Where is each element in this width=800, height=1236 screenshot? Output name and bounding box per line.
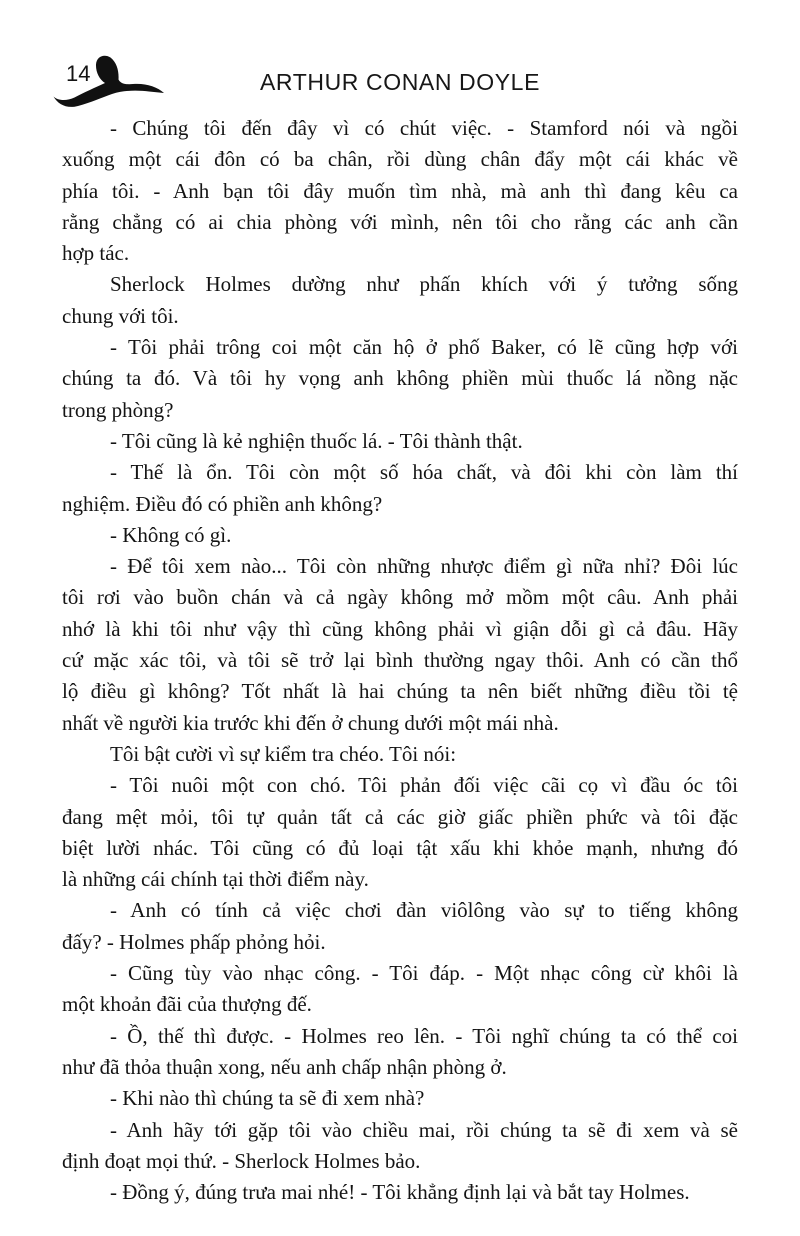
text-line: - Thế là ổn. Tôi còn một số hóa chất, và đôi khi còn làm thí xyxy=(110,460,738,485)
paragraph xyxy=(62,332,738,426)
text-line: - Cũng tùy vào nhạc công. - Tôi đáp. - Một nhạc công cừ khôi là xyxy=(110,961,738,986)
text-line: lộ điều gì không? Tốt nhất là hai chúng ta nên biết những điều tồi tệ xyxy=(62,679,738,704)
paragraph xyxy=(62,551,738,739)
paragraph xyxy=(62,457,738,520)
paragraph xyxy=(62,1083,738,1114)
text-line: - Tôi nuôi một con chó. Tôi phản đối việc cãi cọ vì đầu óc tôi xyxy=(110,773,738,798)
text-line: - Không có gì. xyxy=(110,522,232,547)
text-line: chúng ta đó. Và tôi hy vọng anh không phiền mùi thuốc lá nồng nặc xyxy=(62,366,738,391)
text-line: rằng chẳng có ai chia phòng với mình, nên tôi cho rằng các anh cần xyxy=(62,209,738,234)
page-body xyxy=(62,113,738,1208)
text-line: tôi rơi vào buồn chán và cả ngày không mở mồm một câu. Anh phải xyxy=(62,585,738,610)
text-line: - Tôi phải trông coi một căn hộ ở phố Baker, có lẽ cũng hợp với xyxy=(110,335,738,360)
text-line: xuống một cái đôn có ba chân, rồi dùng chân đẩy một cái khác về xyxy=(62,147,738,172)
text-line: - Khi nào thì chúng ta sẽ đi xem nhà? xyxy=(110,1086,425,1111)
text-line: phía tôi. - Anh bạn tôi đây muốn tìm nhà, mà anh thì đang kêu ca xyxy=(62,178,738,203)
paragraph xyxy=(62,426,738,457)
paragraph xyxy=(62,895,738,958)
text-line: nhất về người kia trước khi đến ở chung dưới một mái nhà. xyxy=(62,710,559,735)
text-line: - Để tôi xem nào... Tôi còn những nhược điểm gì nữa nhỉ? Đôi lúc xyxy=(110,554,738,579)
paragraph xyxy=(62,1177,738,1208)
text-line: nghiệm. Điều đó có phiền anh không? xyxy=(62,491,383,516)
page-number: 14 xyxy=(66,61,91,86)
running-header-title: ARTHUR CONAN DOYLE xyxy=(259,69,541,95)
paragraph xyxy=(62,958,738,1021)
text-line: - Anh hãy tới gặp tôi vào chiều mai, rồi chúng ta sẽ đi xem và sẽ xyxy=(110,1117,738,1142)
text-line: Tôi bật cười vì sự kiểm tra chéo. Tôi nói: xyxy=(110,741,457,766)
text-line: - Chúng tôi đến đây vì có chút việc. - Stamford nói và ngồi xyxy=(110,116,738,140)
text-line: chung với tôi. xyxy=(62,303,179,328)
paragraph xyxy=(62,113,738,269)
text-line: hợp tác. xyxy=(62,241,130,266)
text-line: đang mệt mỏi, tôi tự quản tất cả các giờ giấc phiền phức và tôi đặc xyxy=(62,804,738,829)
text-line: - Ồ, thế thì được. - Holmes reo lên. - Tôi nghĩ chúng ta có thể coi xyxy=(110,1023,738,1048)
text-line: là những cái chính tại thời điểm này. xyxy=(62,867,369,892)
text-line: nhớ là khi tôi như vậy thì cũng không phải vì giận dỗi gì cả đâu. Hãy xyxy=(62,616,738,641)
text-line: - Anh có tính cả việc chơi đàn viôlông vào sự to tiếng không xyxy=(110,898,738,923)
text-line: đấy? - Holmes phấp phỏng hỏi. xyxy=(62,929,326,954)
paragraph xyxy=(62,269,738,332)
paragraph xyxy=(62,1115,738,1178)
text-line: trong phòng? xyxy=(62,397,174,422)
text-line: cứ mặc xác tôi, và tôi sẽ trở lại bình thường ngay thôi. Anh có cần thổ xyxy=(62,648,738,673)
text-line: định đoạt mọi thứ. - Sherlock Holmes bảo. xyxy=(62,1148,421,1173)
paragraph xyxy=(62,739,738,770)
text-line: - Tôi cũng là kẻ nghiện thuốc lá. - Tôi thành thật. xyxy=(110,428,523,453)
paragraph xyxy=(62,520,738,551)
paragraph xyxy=(62,770,738,895)
text-line: - Đồng ý, đúng trưa mai nhé! - Tôi khẳng định lại và bắt tay Holmes. xyxy=(110,1180,690,1205)
text-line: Sherlock Holmes dường như phấn khích với ý tưởng sống xyxy=(110,272,738,297)
text-line: như đã thỏa thuận xong, nếu anh chấp nhận phòng ở. xyxy=(62,1054,507,1079)
text-line: một khoản đãi của thượng đế. xyxy=(62,992,312,1017)
text-line: biệt lười nhác. Tôi cũng có đủ loại tật xấu khi khỏe mạnh, nhưng đó xyxy=(62,835,738,860)
paragraph xyxy=(62,1021,738,1084)
